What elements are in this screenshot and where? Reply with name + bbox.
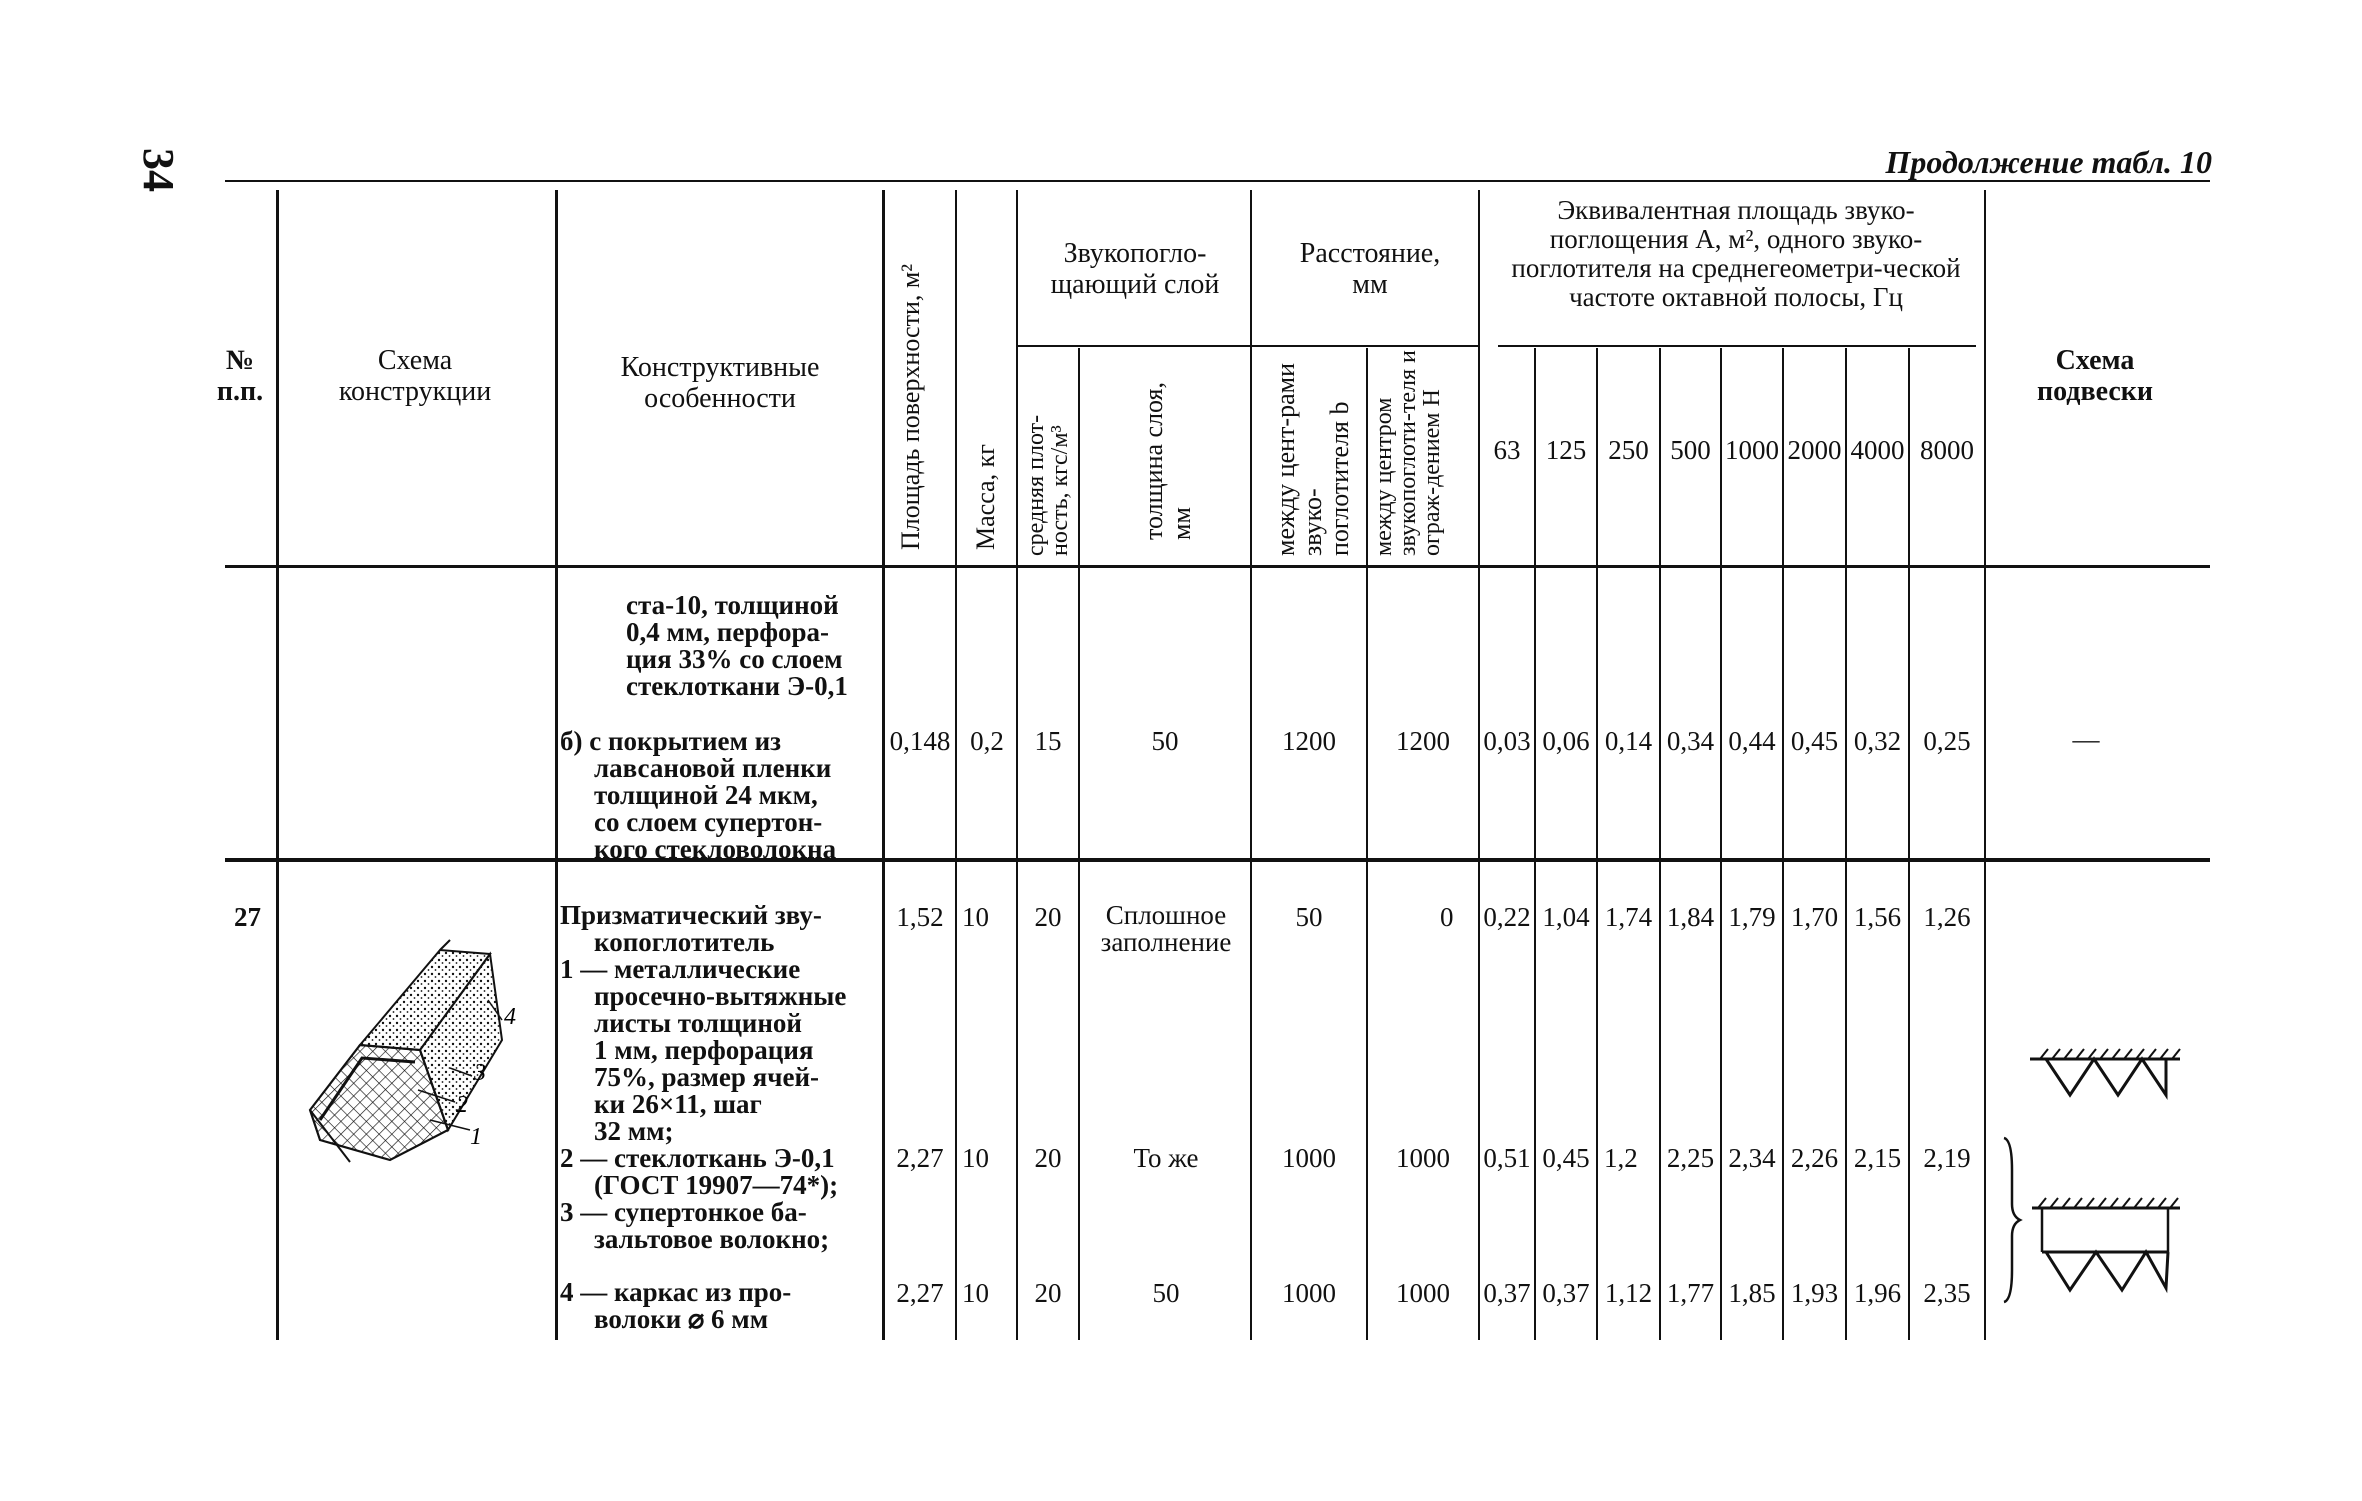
row-prev-thickness: 50: [1151, 726, 1179, 756]
scheme-label-1: 1: [470, 1124, 482, 1150]
sub3-val-2000: 1,93: [1790, 1278, 1839, 1308]
sub1-val-63: 0,22: [1483, 902, 1531, 932]
row-prev-desc-b: б) с покрытием из лавсановой пленки толщиной 24 мкм, со слоем супертон- кого стекловолокна: [560, 726, 837, 864]
header-freq-group: Эквивалентная площадь звуко-поглощения A, м², одного звуко-поглотителя на среднегеометри-ческой частоте октавной полосы, Гц: [1511, 195, 1961, 312]
row-prev-val-125: 0,06: [1542, 726, 1590, 756]
header-features: Конструктивные особенности: [620, 352, 820, 414]
sub2-mass: 10: [962, 1143, 989, 1173]
row-prev-val-4000: 0,32: [1853, 726, 1902, 756]
header-dist-h: между центром звукопоглоти-теля и ограж-дением H: [1371, 350, 1445, 556]
suspension-scheme-hung: [1986, 1130, 2186, 1310]
sub3-dist-h: 1000: [1396, 1278, 1450, 1308]
row-prev-suspension: —: [2072, 724, 2100, 754]
sub3-dist-b: 1000: [1282, 1278, 1336, 1308]
sub1-dist-b: 50: [1295, 902, 1323, 932]
sub3-density: 20: [1034, 1278, 1062, 1308]
row-27-number: 27: [234, 902, 261, 932]
header-freq-8000: 8000: [1920, 435, 1974, 465]
sub1-val-500: 1,84: [1666, 902, 1715, 932]
sub2-val-63: 0,51: [1483, 1143, 1531, 1173]
sub2-val-4000: 2,15: [1853, 1143, 1902, 1173]
header-thickness: толщина слоя, мм: [1139, 381, 1196, 540]
sub3-thickness: 50: [1152, 1278, 1180, 1308]
header-suspension: Схема подвески: [2036, 345, 2154, 407]
sub3-val-1000: 1,85: [1728, 1278, 1776, 1308]
sub3-area: 2,27: [896, 1278, 944, 1308]
header-freq-250: 250: [1608, 435, 1649, 465]
scheme-label-2: 2: [456, 1092, 468, 1118]
header-num: № п.п.: [216, 345, 264, 407]
row-27-desc: Призматический зву- копоглотитель 1 — металлические просечно-вытяжные листы толщиной 1 мм, перфорация 75%, размер ячей- ки 26×11, шаг 32 мм; 2 — стеклоткань Э-0,1 (ГОСТ 19907—74*); 3 — супертонкое ба- зальтовое волокно; 4 — каркас из про- волоки ⌀ 6 мм: [560, 900, 847, 1334]
header-mass: Масса, кг: [971, 444, 1000, 550]
sub1-thickness: Сплошное заполнение: [1100, 900, 1232, 957]
header-area: Площадь поверхности, м²: [896, 263, 925, 550]
header-distance-group: Расстояние, мм: [1299, 238, 1441, 300]
sub1-val-1000: 1,79: [1728, 902, 1776, 932]
sub2-val-1000: 2,34: [1728, 1143, 1776, 1173]
row-prev-val-250: 0,14: [1604, 726, 1653, 756]
header-density: средняя плот-ность, кгс/м³: [1023, 414, 1073, 556]
sub2-val-2000: 2,26: [1790, 1143, 1839, 1173]
row-prev-mass: 0,2: [970, 726, 1004, 756]
table-continuation-label: Продолжение табл. 10: [1885, 144, 2212, 180]
row-prev-val-8000: 0,25: [1923, 726, 1971, 756]
sub1-val-125: 1,04: [1542, 902, 1590, 932]
sub2-val-8000: 2,19: [1923, 1143, 1971, 1173]
sub1-dist-h: 0: [1440, 902, 1454, 932]
sub3-val-500: 1,77: [1666, 1278, 1715, 1308]
row-prev-desc-top: ста-10, толщиной 0,4 мм, перфора- ция 33% со слоем стеклоткани Э-0,1: [626, 590, 848, 701]
scheme-label-4: 4: [504, 1004, 516, 1030]
sub1-mass: 10: [962, 902, 989, 932]
prism-absorber-scheme: [290, 930, 550, 1190]
sub1-area: 1,52: [896, 902, 944, 932]
sub2-density: 20: [1034, 1143, 1062, 1173]
header-freq-125: 125: [1545, 435, 1587, 465]
row-prev-dist-b: 1200: [1282, 726, 1336, 756]
sub3-mass: 10: [962, 1278, 989, 1308]
sub2-dist-b: 1000: [1282, 1143, 1336, 1173]
sub2-val-500: 2,25: [1666, 1143, 1715, 1173]
header-freq-2000: 2000: [1787, 435, 1842, 465]
page-number: 34: [134, 148, 183, 192]
row-prev-val-1000: 0,44: [1728, 726, 1776, 756]
header-dist-b: между цент-рами звуко-поглотителя b: [1271, 363, 1354, 556]
sub3-val-63: 0,37: [1483, 1278, 1531, 1308]
sub2-dist-h: 1000: [1396, 1143, 1450, 1173]
suspension-scheme-direct: [2010, 1045, 2190, 1105]
header-freq-1000: 1000: [1725, 435, 1779, 465]
header-layer-group: Звукопогло-щающий слой: [1050, 238, 1220, 300]
header-freq-500: 500: [1670, 435, 1711, 465]
sub3-val-8000: 2,35: [1923, 1278, 1971, 1308]
row-prev-area: 0,148: [889, 726, 951, 756]
sub2-val-250: 1,2: [1604, 1143, 1638, 1173]
sub2-thickness: То же: [1133, 1143, 1199, 1173]
row-prev-density: 15: [1034, 726, 1062, 756]
header-freq-63: 63: [1493, 435, 1521, 465]
sub1-density: 20: [1034, 902, 1062, 932]
sub1-val-4000: 1,56: [1853, 902, 1902, 932]
row-prev-val-500: 0,34: [1666, 726, 1715, 756]
header-scheme: Схема конструкции: [338, 345, 492, 407]
sub3-val-125: 0,37: [1542, 1278, 1590, 1308]
scheme-label-3: 3: [474, 1060, 486, 1086]
row-prev-val-2000: 0,45: [1790, 726, 1839, 756]
sub2-area: 2,27: [896, 1143, 944, 1173]
sub3-val-250: 1,12: [1604, 1278, 1653, 1308]
sub1-val-2000: 1,70: [1790, 902, 1839, 932]
sub3-val-4000: 1,96: [1853, 1278, 1902, 1308]
row-prev-val-63: 0,03: [1483, 726, 1531, 756]
header-freq-4000: 4000: [1850, 435, 1905, 465]
sub2-val-125: 0,45: [1542, 1143, 1590, 1173]
sub1-val-250: 1,74: [1604, 902, 1653, 932]
row-prev-dist-h: 1200: [1396, 726, 1450, 756]
sub1-val-8000: 1,26: [1923, 902, 1971, 932]
